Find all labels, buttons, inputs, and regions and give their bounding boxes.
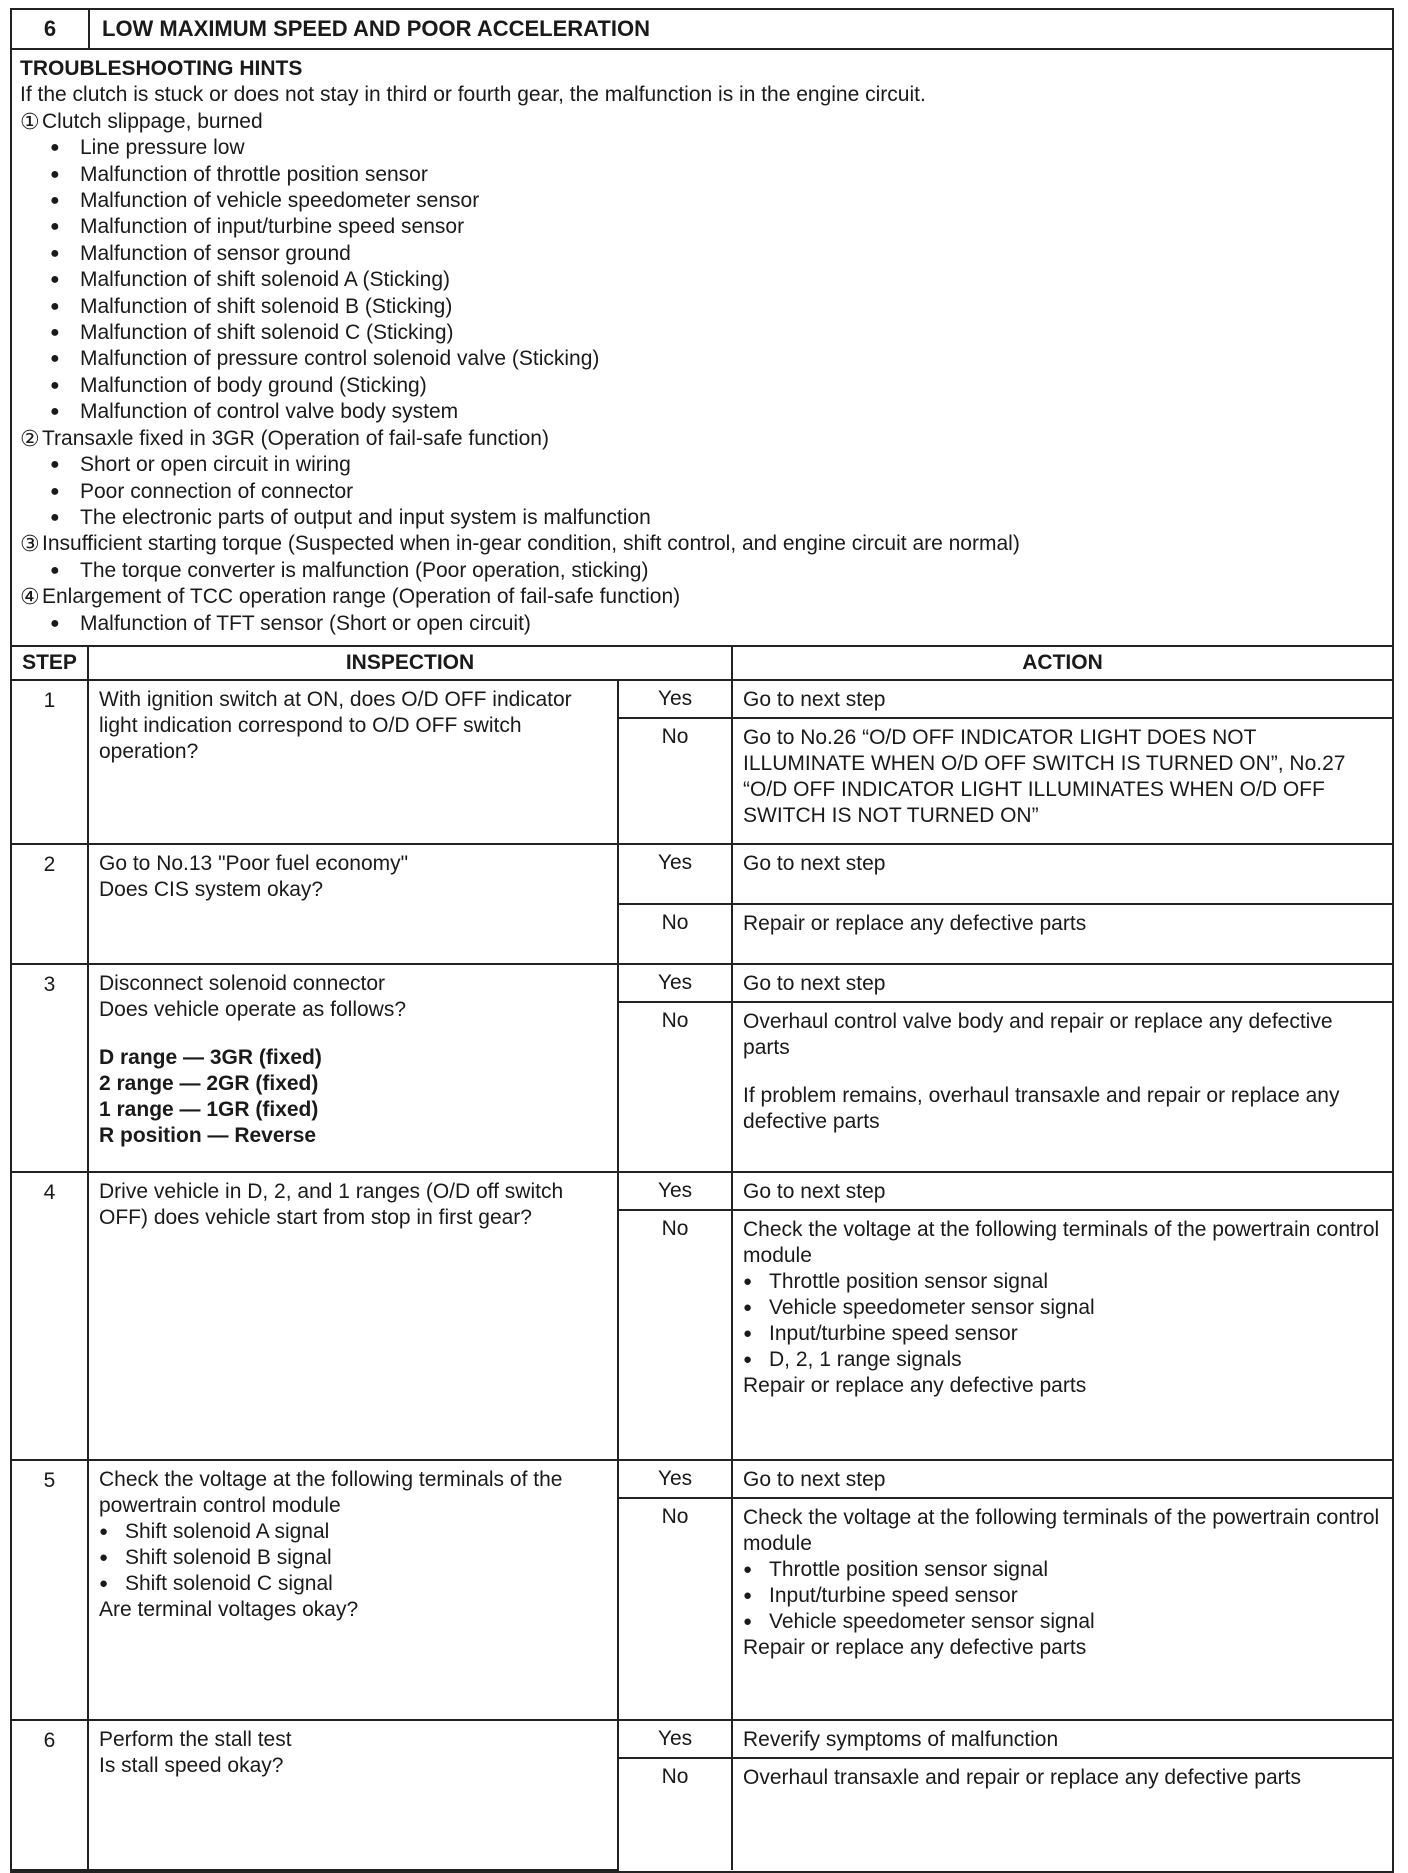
inspection-line: Go to No.13 "Poor fuel economy"	[99, 851, 409, 875]
yes-action: Go to next step	[732, 680, 1392, 718]
action-line: If problem remains, overhaul transaxle and repair or replace any defective parts	[743, 1083, 1340, 1133]
bullet-icon: ●	[50, 561, 60, 579]
inspection-line: Check the voltage at the following terminals of the powertrain control module	[99, 1467, 563, 1517]
inspection-line: Disconnect solenoid connector	[99, 971, 386, 995]
hint-group-label: Insufficient starting torque (Suspected when in-gear condition, shift control, and engine circuit are normal)	[42, 532, 1020, 556]
step-number: 6	[12, 1720, 88, 1870]
bullet-icon: ●	[50, 614, 60, 632]
troubleshooting-hints	[12, 50, 1392, 647]
bullet-icon: ●	[50, 297, 60, 315]
inspection-text: With ignition switch at ON, does O/D OFF indicator light indication correspond to O/D OFF switch operation?	[88, 680, 618, 844]
hint-item	[20, 294, 1384, 320]
bullet-icon: ●	[50, 244, 60, 262]
inspection-line: Does CIS system okay?	[99, 877, 324, 901]
inspection-text	[88, 844, 618, 964]
table-row	[12, 1720, 1392, 1758]
yes-label: Yes	[618, 964, 732, 1002]
action-bullet	[743, 1347, 1382, 1373]
hint-item	[20, 399, 1384, 425]
inspection-bullet	[99, 1545, 607, 1571]
hint-item-text: Malfunction of pressure control solenoid valve (Sticking)	[80, 347, 600, 371]
action-line: Repair or replace any defective parts	[743, 1635, 1087, 1659]
symptom-number: 6	[12, 10, 90, 48]
action-bullet-text: Throttle position sensor signal	[769, 1557, 1048, 1581]
bullet-icon: ●	[50, 456, 60, 474]
title-row	[12, 10, 1392, 50]
inspection-table	[12, 647, 1392, 1871]
range-line: R position — Reverse	[99, 1123, 317, 1147]
inspection-bullet	[99, 1519, 607, 1545]
no-label: No	[618, 718, 732, 844]
hint-group-label: Enlargement of TCC operation range (Operation of fail-safe function)	[42, 585, 681, 609]
action-bullet	[743, 1557, 1382, 1583]
action-line: Repair or replace any defective parts	[743, 1373, 1087, 1397]
yes-action: Go to next step	[732, 844, 1392, 904]
circled-number-4: ④	[20, 584, 40, 610]
table-row	[12, 964, 1392, 1002]
action-bullet-text: Throttle position sensor signal	[769, 1269, 1048, 1293]
column-header-action: ACTION	[732, 647, 1392, 680]
hint-item-text: Poor connection of connector	[80, 479, 354, 503]
bullet-icon: ●	[743, 1612, 753, 1630]
bullet-icon: ●	[743, 1272, 753, 1290]
yes-label: Yes	[618, 1172, 732, 1210]
inspection-text	[88, 1460, 618, 1720]
range-line: 2 range — 2GR (fixed)	[99, 1071, 319, 1095]
circled-number-1: ①	[20, 108, 40, 134]
yes-label: Yes	[618, 1720, 732, 1758]
inspection-line: Are terminal voltages okay?	[99, 1597, 359, 1621]
yes-action: Reverify symptoms of malfunction	[732, 1720, 1392, 1758]
step-number: 1	[12, 680, 88, 844]
inspection-bullet-text: Shift solenoid C signal	[125, 1571, 333, 1595]
no-action	[732, 1002, 1392, 1172]
bullet-icon: ●	[50, 508, 60, 526]
no-action	[732, 1210, 1392, 1460]
hint-item-text: Malfunction of shift solenoid B (Sticking)	[80, 294, 453, 318]
no-action: Overhaul transaxle and repair or replace any defective parts	[732, 1758, 1392, 1870]
hint-item-text: Malfunction of shift solenoid C (Sticking)	[80, 321, 454, 345]
no-label: No	[618, 1498, 732, 1720]
hint-group-label: Transaxle fixed in 3GR (Operation of fail-safe function)	[42, 426, 549, 450]
action-bullet-text: Vehicle speedometer sensor signal	[769, 1609, 1095, 1633]
bullet-icon: ●	[50, 376, 60, 394]
hint-item	[20, 346, 1384, 372]
hint-item	[20, 373, 1384, 399]
no-action: Go to No.26 “O/D OFF INDICATOR LIGHT DOES NOT ILLUMINATE WHEN O/D OFF SWITCH IS TURNED ON”, No.27 “O/D OFF INDICATOR LIGHT ILLUMINATES WHEN O/D OFF SWITCH IS NOT TURNED ON”	[732, 718, 1392, 844]
bullet-icon: ●	[99, 1522, 109, 1540]
bullet-icon: ●	[743, 1298, 753, 1316]
bullet-icon: ●	[50, 482, 60, 500]
no-label: No	[618, 1002, 732, 1172]
bullet-icon: ●	[50, 271, 60, 289]
hint-item	[20, 162, 1384, 188]
hint-item-text: Line pressure low	[80, 136, 245, 160]
hint-item	[20, 214, 1384, 240]
hint-item	[20, 452, 1384, 478]
hint-item-text: Malfunction of control valve body system	[80, 400, 459, 424]
bullet-icon: ●	[50, 139, 60, 157]
bullet-icon: ●	[99, 1548, 109, 1566]
hint-item	[20, 479, 1384, 505]
hint-group-title	[20, 109, 1384, 135]
step-number: 3	[12, 964, 88, 1172]
inspection-bullet	[99, 1571, 607, 1597]
inspection-text	[88, 1720, 618, 1870]
table-row	[12, 1172, 1392, 1210]
column-header-inspection: INSPECTION	[88, 647, 732, 680]
step-number: 4	[12, 1172, 88, 1460]
action-bullet-text: Vehicle speedometer sensor signal	[769, 1295, 1095, 1319]
hint-item-text: Malfunction of input/turbine speed sensor	[80, 215, 465, 239]
inspection-text	[88, 964, 618, 1172]
inspection-line: Is stall speed okay?	[99, 1753, 284, 1777]
hints-title: TROUBLESHOOTING HINTS	[20, 57, 303, 80]
action-bullet-text: Input/turbine speed sensor	[769, 1583, 1018, 1607]
hint-item-text: Short or open circuit in wiring	[80, 453, 351, 477]
bullet-icon: ●	[743, 1560, 753, 1578]
bullet-icon: ●	[50, 165, 60, 183]
inspection-text: Drive vehicle in D, 2, and 1 ranges (O/D off switch OFF) does vehicle start from stop in first gear?	[88, 1172, 618, 1460]
bullet-icon: ●	[50, 192, 60, 210]
hint-group-title	[20, 531, 1384, 557]
yes-label: Yes	[618, 1460, 732, 1498]
hint-item-text: The torque converter is malfunction (Poor operation, sticking)	[80, 558, 649, 582]
yes-label: Yes	[618, 844, 732, 904]
inspection-line: Perform the stall test	[99, 1727, 292, 1751]
table-row	[12, 844, 1392, 904]
step-number: 5	[12, 1460, 88, 1720]
action-bullet-text: D, 2, 1 range signals	[769, 1347, 962, 1371]
hint-item	[20, 241, 1384, 267]
circled-number-2: ②	[20, 425, 40, 451]
hint-item-text: Malfunction of body ground (Sticking)	[80, 373, 427, 397]
action-bullet-text: Input/turbine speed sensor	[769, 1321, 1018, 1345]
inspection-bullet-text: Shift solenoid A signal	[125, 1519, 330, 1543]
hint-item-text: Malfunction of TFT sensor (Short or open circuit)	[80, 611, 531, 635]
bullet-icon: ●	[50, 218, 60, 236]
range-line: D range — 3GR (fixed)	[99, 1045, 322, 1069]
hints-intro: If the clutch is stuck or does not stay in third or fourth gear, the malfunction is in the engine circuit.	[20, 83, 926, 107]
inspection-line: Does vehicle operate as follows?	[99, 997, 407, 1021]
yes-action: Go to next step	[732, 1172, 1392, 1210]
troubleshooting-document	[10, 8, 1394, 1873]
hint-item-text: Malfunction of throttle position sensor	[80, 162, 428, 186]
hint-group-title	[20, 584, 1384, 610]
action-bullet	[743, 1321, 1382, 1347]
hint-item-text: Malfunction of shift solenoid A (Sticking)	[80, 268, 451, 292]
action-bullet	[743, 1295, 1382, 1321]
yes-action: Go to next step	[732, 964, 1392, 1002]
yes-label: Yes	[618, 680, 732, 718]
table-row	[12, 680, 1392, 718]
no-action	[732, 1498, 1392, 1720]
hint-item	[20, 188, 1384, 214]
bullet-icon: ●	[50, 403, 60, 421]
table-header-row	[12, 647, 1392, 680]
bullet-icon: ●	[743, 1350, 753, 1368]
yes-action: Go to next step	[732, 1460, 1392, 1498]
hint-group-title	[20, 426, 1384, 452]
action-line: Check the voltage at the following terminals of the powertrain control module	[743, 1505, 1380, 1555]
bullet-icon: ●	[50, 350, 60, 368]
table-row	[12, 1460, 1392, 1498]
range-line: 1 range — 1GR (fixed)	[99, 1097, 319, 1121]
no-label: No	[618, 904, 732, 964]
hint-item	[20, 320, 1384, 346]
hint-item	[20, 611, 1384, 637]
circled-number-3: ③	[20, 531, 40, 557]
no-action: Repair or replace any defective parts	[732, 904, 1392, 964]
step-number: 2	[12, 844, 88, 964]
hint-item	[20, 558, 1384, 584]
bullet-icon: ●	[50, 324, 60, 342]
bullet-icon: ●	[743, 1324, 753, 1342]
no-label: No	[618, 1758, 732, 1870]
hint-item-text: Malfunction of vehicle speedometer sensor	[80, 189, 480, 213]
symptom-title: LOW MAXIMUM SPEED AND POOR ACCELERATION	[102, 16, 650, 41]
hint-item	[20, 505, 1384, 531]
hint-item	[20, 267, 1384, 293]
inspection-bullet-text: Shift solenoid B signal	[125, 1545, 332, 1569]
column-header-step: STEP	[12, 647, 88, 680]
action-bullet	[743, 1583, 1382, 1609]
action-bullet	[743, 1609, 1382, 1635]
no-label: No	[618, 1210, 732, 1460]
action-bullet	[743, 1269, 1382, 1295]
bullet-icon: ●	[99, 1574, 109, 1592]
hint-item-text: Malfunction of sensor ground	[80, 241, 351, 265]
hint-item-text: The electronic parts of output and input system is malfunction	[80, 505, 651, 529]
action-line: Check the voltage at the following terminals of the powertrain control module	[743, 1217, 1380, 1267]
hint-group-label: Clutch slippage, burned	[42, 109, 263, 133]
action-line: Overhaul control valve body and repair or replace any defective parts	[743, 1009, 1333, 1059]
hint-item	[20, 135, 1384, 161]
bullet-icon: ●	[743, 1586, 753, 1604]
